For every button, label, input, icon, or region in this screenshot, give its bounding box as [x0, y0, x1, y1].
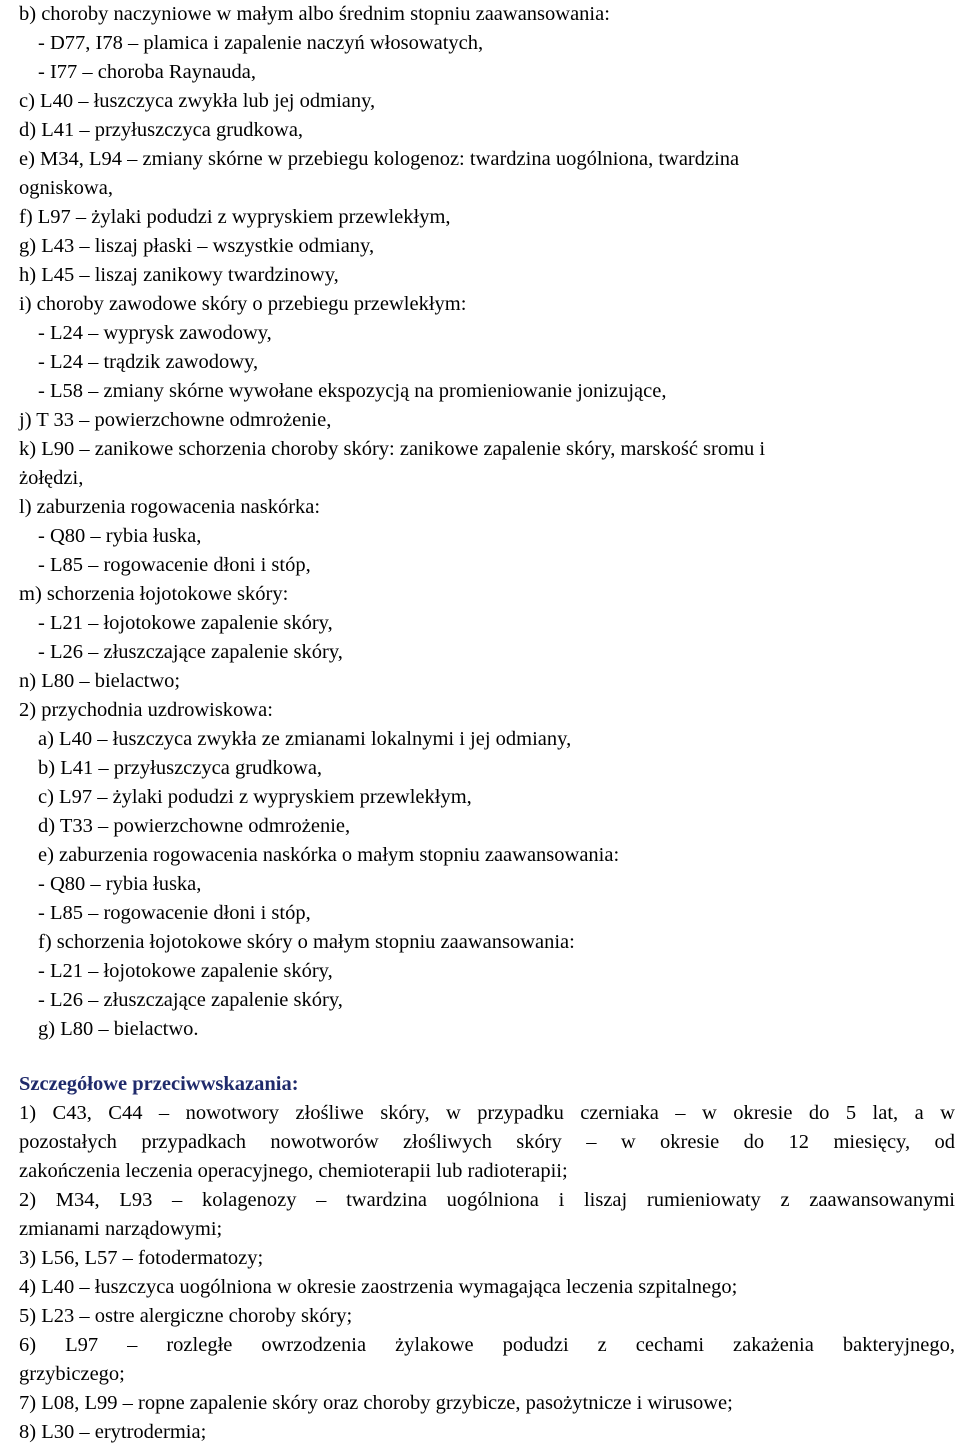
list-item: c) L97 – żylaki podudzi z wypryskiem przewlekłym, [38, 786, 472, 808]
contraindication-line: grzybiczego; [19, 1363, 125, 1385]
list-item: - L24 – wyprysk zawodowy, [38, 322, 272, 344]
list-item: g) L43 – liszaj płaski – wszystkie odmiany, [19, 235, 375, 257]
contraindication-line: 3) L56, L57 – fotodermatozy; [19, 1247, 264, 1269]
list-item: h) L45 – liszaj zanikowy twardzinowy, [19, 264, 339, 286]
list-item: b) choroby naczyniowe w małym albo średnim stopniu zaawansowania: [19, 3, 610, 25]
list-item: - L21 – łojotokowe zapalenie skóry, [38, 960, 333, 982]
list-item: e) zaburzenia rogowacenia naskórka o małym stopniu zaawansowania: [38, 844, 620, 866]
contraindication-line: 4) L40 – łuszczyca uogólniona w okresie zaostrzenia wymagająca leczenia szpitalnego; [19, 1276, 738, 1298]
list-item: - L85 – rogowacenie dłoni i stóp, [38, 554, 311, 576]
list-item: m) schorzenia łojotokowe skóry: [19, 583, 289, 605]
list-item: d) T33 – powierzchowne odmrożenie, [38, 815, 351, 837]
contraindication-line: 1) C43, C44 – nowotwory złośliwe skóry, w przypadku czerniaka – w okresie do 5 lat, a w [19, 1102, 955, 1124]
list-item: g) L80 – bielactwo. [38, 1018, 199, 1040]
list-item: - L26 – złuszczające zapalenie skóry, [38, 989, 343, 1011]
list-item: - L26 – złuszczające zapalenie skóry, [38, 641, 343, 663]
list-item: i) choroby zawodowe skóry o przebiegu przewlekłym: [19, 293, 467, 315]
contraindication-line: zakończenia leczenia operacyjnego, chemioterapii lub radioterapii; [19, 1160, 568, 1182]
list-item: b) L41 – przyłuszczyca grudkowa, [38, 757, 323, 779]
list-item: c) L40 – łuszczyca zwykła lub jej odmiany, [19, 90, 376, 112]
section-spacer [19, 1044, 955, 1070]
list-item: - L24 – trądzik zawodowy, [38, 351, 259, 373]
list-item: - I77 – choroba Raynauda, [38, 61, 257, 83]
list-item: - L85 – rogowacenie dłoni i stóp, [38, 902, 311, 924]
contraindication-line: 5) L23 – ostre alergiczne choroby skóry; [19, 1305, 353, 1327]
list-item: a) L40 – łuszczyca zwykła ze zmianami lokalnymi i jej odmiany, [38, 728, 572, 750]
contraindication-line: 7) L08, L99 – ropne zapalenie skóry oraz choroby grzybicze, pasożytnicze i wirusowe; [19, 1392, 733, 1414]
list-item: e) M34, L94 – zmiany skórne w przebiegu kologenoz: twardzina uogólniona, twardzina [19, 148, 740, 170]
list-item: żołędzi, [19, 467, 84, 489]
section-title: 2) przychodnia uzdrowiskowa: [19, 699, 273, 721]
list-item: j) T 33 – powierzchowne odmrożenie, [19, 409, 332, 431]
section-2 [19, 696, 955, 1044]
contraindication-line: 6) L97 – rozległe owrzodzenia żylakowe podudzi z cechami zakażenia bakteryjnego, [19, 1334, 955, 1356]
contraindication-line: pozostałych przypadkach nowotworów złośliwych skóry – w okresie do 12 miesięcy, od [19, 1131, 955, 1153]
list-item: ogniskowa, [19, 177, 113, 199]
contraindication-line: 2) M34, L93 – kolagenozy – twardzina uogólniona i liszaj rumieniowaty z zaawansowanymi [19, 1189, 955, 1211]
list-item: f) L97 – żylaki podudzi z wypryskiem przewlekłym, [19, 206, 451, 228]
contraindication-line: 8) L30 – erytrodermia; [19, 1421, 207, 1443]
contraindication-line: zmianami narządowymi; [19, 1218, 223, 1240]
list-item: - Q80 – rybia łuska, [38, 525, 202, 547]
list-item: k) L90 – zanikowe schorzenia choroby skóry: zanikowe zapalenie skóry, marskość sromu i [19, 438, 766, 460]
contraindications-heading: Szczegółowe przeciwwskazania: [19, 1073, 299, 1095]
list-item: - L21 – łojotokowe zapalenie skóry, [38, 612, 333, 634]
list-item: d) L41 – przyłuszczyca grudkowa, [19, 119, 304, 141]
list-item: - L58 – zmiany skórne wywołane ekspozycją na promieniowanie jonizujące, [38, 380, 667, 402]
list-block-1 [19, 0, 955, 696]
contraindications-section [19, 1070, 955, 1447]
list-item: l) zaburzenia rogowacenia naskórka: [19, 496, 321, 518]
list-item: - D77, I78 – plamica i zapalenie naczyń włosowatych, [38, 32, 484, 54]
list-item: - Q80 – rybia łuska, [38, 873, 202, 895]
list-item: f) schorzenia łojotokowe skóry o małym stopniu zaawansowania: [38, 931, 575, 953]
list-item: n) L80 – bielactwo; [19, 670, 181, 692]
